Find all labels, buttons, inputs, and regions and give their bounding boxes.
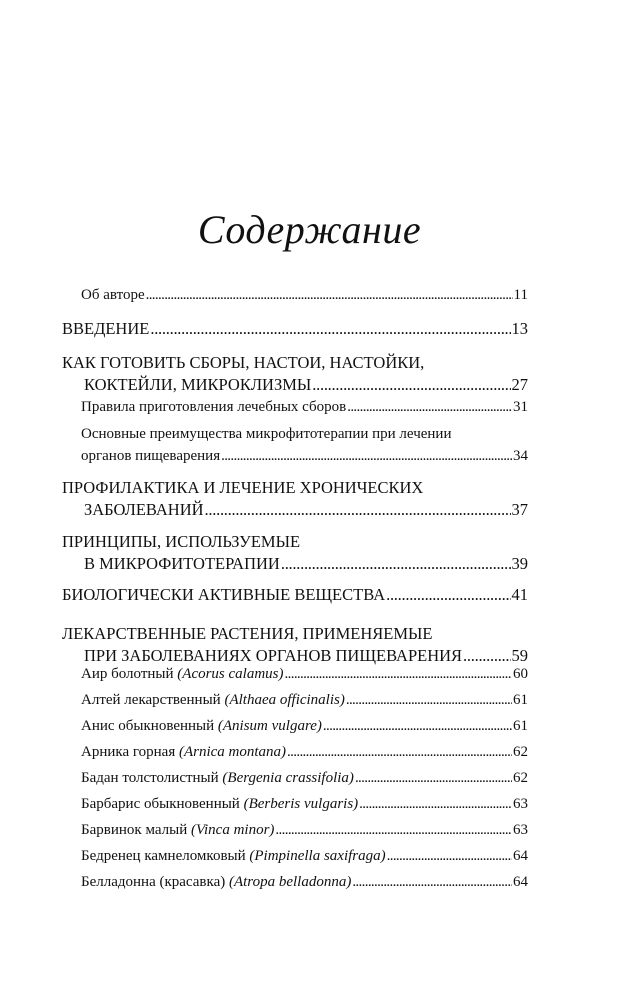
dot-leader <box>287 741 512 763</box>
dot-leader <box>221 445 512 467</box>
dot-leader <box>285 663 512 685</box>
dot-leader <box>347 396 512 418</box>
toc-page-number: 34 <box>513 448 528 464</box>
toc-entry[interactable] <box>0 663 619 685</box>
toc-entry[interactable] <box>0 352 619 396</box>
toc-entry-title: Правила приготовления лечебных сборов <box>81 399 347 415</box>
toc-page-number: 31 <box>513 399 528 415</box>
toc-entry-title: Барвинок малый (Vinca minor) <box>81 822 275 838</box>
toc-entry[interactable] <box>0 623 619 667</box>
dot-leader <box>281 553 511 575</box>
toc-entry-latin-name: (Althaea officinalis) <box>224 692 345 708</box>
toc-entry-heading-line: КАК ГОТОВИТЬ СБОРЫ, НАСТОИ, НАСТОЙКИ, <box>62 353 425 372</box>
toc-entry[interactable] <box>0 477 619 521</box>
toc-page-number: 60 <box>513 666 528 682</box>
toc-entry-title: БИОЛОГИЧЕСКИ АКТИВНЫЕ ВЕЩЕСТВА <box>62 585 386 604</box>
toc-entry-latin-name: (Arnica montana) <box>178 744 287 760</box>
dot-leader <box>386 584 510 606</box>
toc-entry-title: Об авторе <box>81 287 145 303</box>
dot-leader <box>355 767 512 789</box>
toc-page-number: 59 <box>511 646 528 665</box>
toc-page-number: 41 <box>511 585 528 604</box>
dot-leader <box>346 689 512 711</box>
toc-entry[interactable] <box>0 845 619 867</box>
toc-entry-title: Бадан толстолистный (Bergenia crassifolia) <box>81 770 354 786</box>
dot-leader <box>359 793 512 815</box>
toc-entry-title: Анис обыкновенный (Anisum vulgare) <box>81 718 322 734</box>
dot-leader <box>387 845 512 867</box>
toc-entry-heading-line: ЛЕКАРСТВЕННЫЕ РАСТЕНИЯ, ПРИМЕНЯЕМЫЕ <box>62 624 433 643</box>
dot-leader <box>150 318 510 340</box>
toc-entry[interactable] <box>0 396 619 418</box>
dot-leader <box>323 715 512 737</box>
dot-leader <box>205 499 511 521</box>
toc-page-number: 13 <box>511 319 528 338</box>
dot-leader <box>352 871 512 893</box>
toc-page-number: 63 <box>513 822 528 838</box>
toc-page-number: 61 <box>513 692 528 708</box>
toc-page-number: 62 <box>513 744 528 760</box>
toc-entry[interactable] <box>0 767 619 789</box>
toc-entry-latin-name: (Bergenia crassifolia) <box>222 770 354 786</box>
toc-entry[interactable] <box>0 284 619 306</box>
toc-entry[interactable] <box>0 531 619 575</box>
toc-entry[interactable] <box>0 318 619 340</box>
toc-entry-latin-name: (Anisum vulgare) <box>217 718 322 734</box>
toc-page-number: 64 <box>513 874 528 890</box>
toc-page-number: 27 <box>511 375 528 394</box>
toc-entry-heading-line: ПРИНЦИПЫ, ИСПОЛЬЗУЕМЫЕ <box>62 532 301 551</box>
toc-entry-title: ВВЕДЕНИЕ <box>62 319 150 338</box>
toc-entry-title: В МИКРОФИТОТЕРАПИИ <box>84 554 280 573</box>
toc-entry-latin-name: (Acorus calamus) <box>177 666 284 682</box>
toc-entry-latin-name: (Berberis vulgaris) <box>243 796 359 812</box>
toc-entry-heading-line: ПРОФИЛАКТИКА И ЛЕЧЕНИЕ ХРОНИЧЕСКИХ <box>62 478 424 497</box>
toc-entry[interactable] <box>0 871 619 893</box>
toc-page-number: 64 <box>513 848 528 864</box>
toc-entry[interactable] <box>0 584 619 606</box>
toc-entry-title: Белладонна (красавка) (Atropa belladonna) <box>81 874 352 890</box>
toc-entry-title: КОКТЕЙЛИ, МИКРОКЛИЗМЫ <box>84 375 312 394</box>
toc-entry-title: Аир болотный (Acorus calamus) <box>81 666 284 682</box>
toc-entry-title: органов пищеварения <box>81 448 221 464</box>
toc-entry-title: Барбарис обыкновенный (Berberis vulgaris) <box>81 796 359 812</box>
toc-entry[interactable] <box>0 423 619 467</box>
toc-entry-title: Арника горная (Arnica montana) <box>81 744 287 760</box>
toc-page-number: 39 <box>511 554 528 573</box>
toc-entry[interactable] <box>0 689 619 711</box>
toc-entry-latin-name: (Vinca minor) <box>190 822 275 838</box>
toc-page-number: 62 <box>513 770 528 786</box>
toc-page-number: 63 <box>513 796 528 812</box>
toc-entry[interactable] <box>0 819 619 841</box>
toc-entry-heading-line: Основные преимущества микрофитотерапии при лечении <box>81 426 452 442</box>
toc-entry[interactable] <box>0 741 619 763</box>
dot-leader <box>146 284 513 306</box>
toc-entry-latin-name: (Atropa belladonna) <box>228 874 352 890</box>
toc-entry[interactable] <box>0 793 619 815</box>
toc-entry-latin-name: (Pimpinella saxifraga) <box>249 848 386 864</box>
page-title: Содержание <box>197 207 422 252</box>
toc-entry-title: ПРИ ЗАБОЛЕВАНИЯХ ОРГАНОВ ПИЩЕВАРЕНИЯ <box>84 646 463 665</box>
toc-page-number: 11 <box>513 287 528 303</box>
toc-page-number: 37 <box>511 500 528 519</box>
toc-entry-title: Алтей лекарственный (Althaea officinalis) <box>81 692 345 708</box>
toc-page-number: 61 <box>513 718 528 734</box>
toc-entry-title: Бедренец камнеломковый (Pimpinella saxifraga) <box>81 848 386 864</box>
dot-leader <box>275 819 512 841</box>
toc-entry[interactable] <box>0 715 619 737</box>
toc-entry-title: ЗАБОЛЕВАНИЙ <box>84 500 204 519</box>
dot-leader <box>312 374 510 396</box>
